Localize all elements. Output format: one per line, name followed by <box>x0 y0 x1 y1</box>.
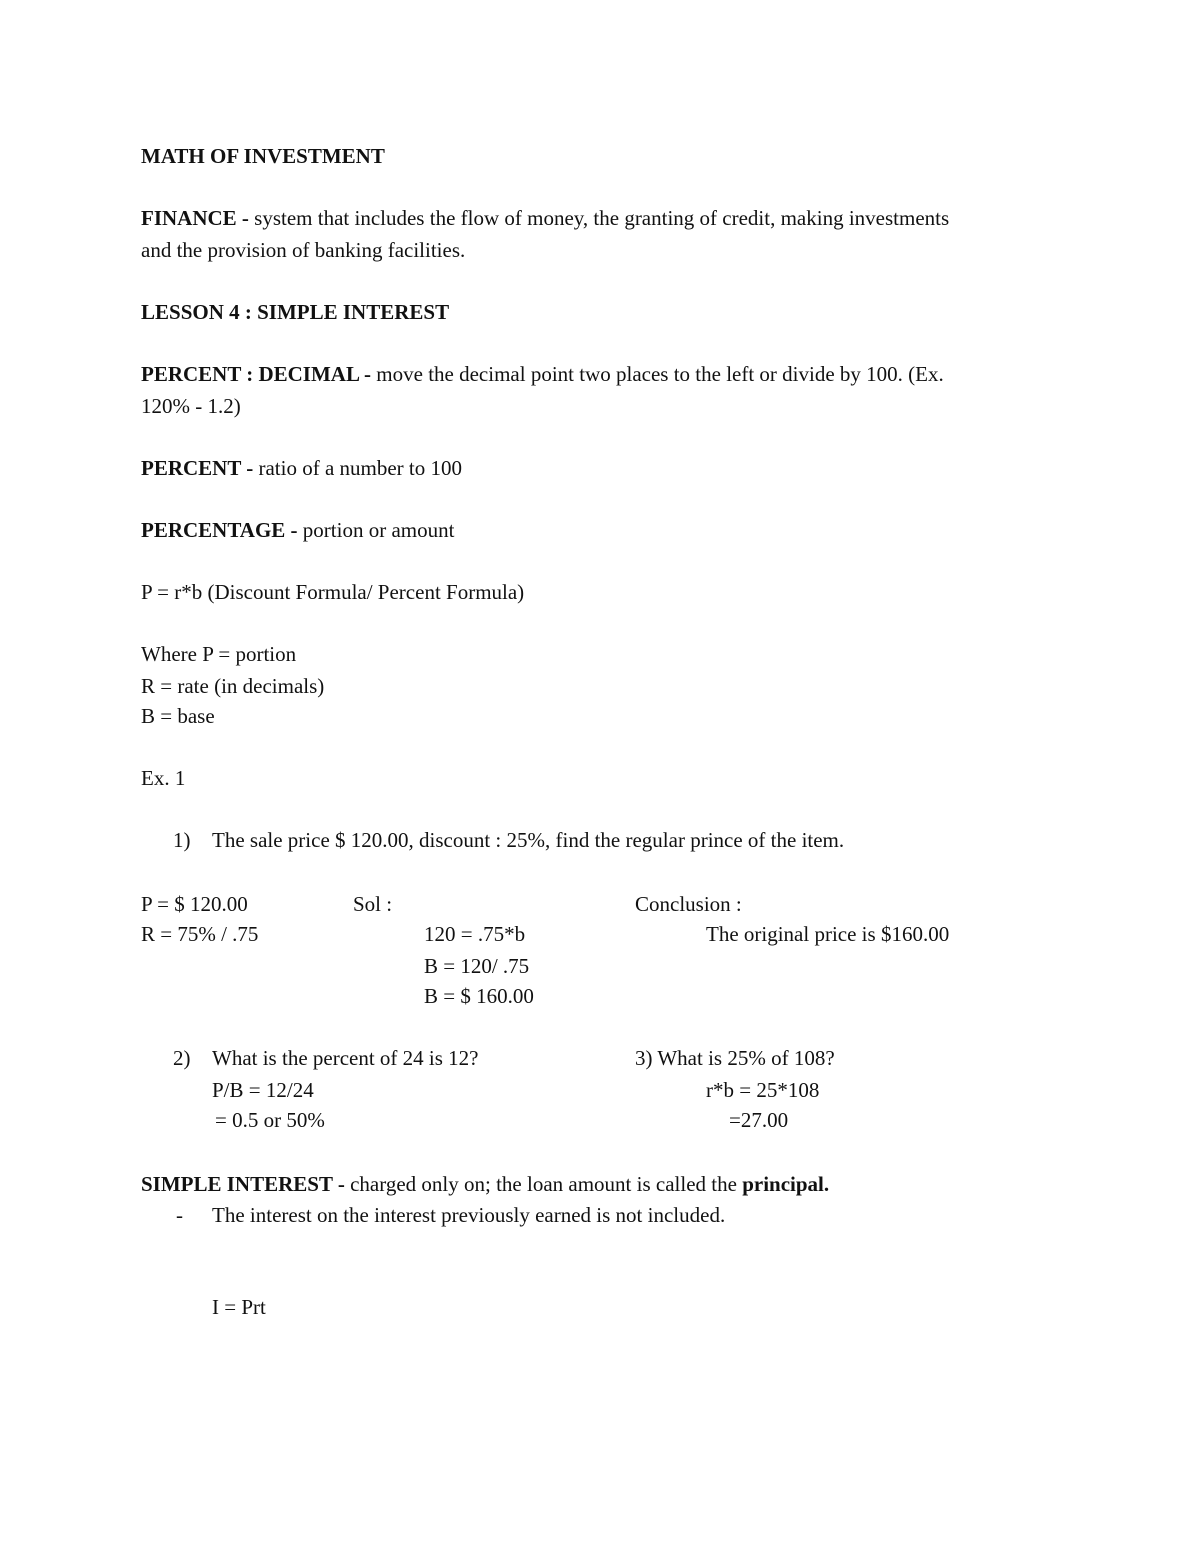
discount-formula: P = r*b (Discount Formula/ Percent Formula) <box>141 580 525 604</box>
problem-2-step-1: P/B = 12/24 <box>212 1078 314 1102</box>
problem-1-text: The sale price $ 120.00, discount : 25%, find the regular prince of the item. <box>212 828 845 852</box>
percentage-term: PERCENTAGE - <box>141 518 298 542</box>
conclusion-label: Conclusion : <box>635 892 742 916</box>
bullet-dash: - <box>176 1203 183 1227</box>
problem-2-step-2: = 0.5 or 50% <box>215 1108 325 1132</box>
problem-1-number: 1) <box>173 828 191 852</box>
problem-2-question: What is the percent of 24 is 12? <box>212 1046 479 1070</box>
interest-formula: I = Prt <box>212 1295 266 1319</box>
bullet-text: The interest on the interest previously earned is not included. <box>212 1203 726 1227</box>
finance-term: FINANCE - <box>141 206 249 230</box>
document-title: MATH OF INVESTMENT <box>141 144 385 168</box>
finance-definition-line1 <box>141 206 949 230</box>
where-line-1: Where P = portion <box>141 642 297 666</box>
problem-3-step-1: r*b = 25*108 <box>706 1078 820 1102</box>
finance-text: system that includes the flow of money, the granting of credit, making investments <box>248 206 950 230</box>
solution-step-3: B = $ 160.00 <box>424 984 534 1008</box>
conclusion-text: The original price is $160.00 <box>706 922 950 946</box>
given-portion: P = $ 120.00 <box>141 892 248 916</box>
percent-decimal-line2: 120% - 1.2) <box>141 394 241 418</box>
percent-definition <box>141 456 462 480</box>
problem-2-number: 2) <box>173 1046 191 1070</box>
lesson-heading: LESSON 4 : SIMPLE INTEREST <box>141 300 450 324</box>
finance-definition-line2: and the provision of banking facilities. <box>141 238 466 262</box>
simple-interest-term: SIMPLE INTEREST - <box>141 1172 345 1196</box>
simple-interest-text: charged only on; the loan amount is called the <box>344 1172 743 1196</box>
given-rate: R = 75% / .75 <box>141 922 259 946</box>
percentage-text: portion or amount <box>297 518 455 542</box>
principal-term: principal. <box>742 1172 830 1196</box>
example-label: Ex. 1 <box>141 766 186 790</box>
percent-text: ratio of a number to 100 <box>253 456 462 480</box>
solution-label: Sol : <box>353 892 393 916</box>
percent-decimal-text: move the decimal point two places to the left or divide by 100. (Ex. <box>371 362 944 386</box>
problem-3-question: 3) What is 25% of 108? <box>635 1046 835 1070</box>
where-line-2: R = rate (in decimals) <box>141 674 325 698</box>
percentage-definition <box>141 518 454 542</box>
solution-step-2: B = 120/ .75 <box>424 954 530 978</box>
percent-decimal-term: PERCENT : DECIMAL - <box>141 362 372 386</box>
simple-interest-definition <box>141 1172 829 1196</box>
percent-term: PERCENT - <box>141 456 254 480</box>
where-line-3: B = base <box>141 704 215 728</box>
percent-decimal-line1 <box>141 362 944 386</box>
problem-3-step-2: =27.00 <box>729 1108 789 1132</box>
solution-step-1: 120 = .75*b <box>424 922 526 946</box>
